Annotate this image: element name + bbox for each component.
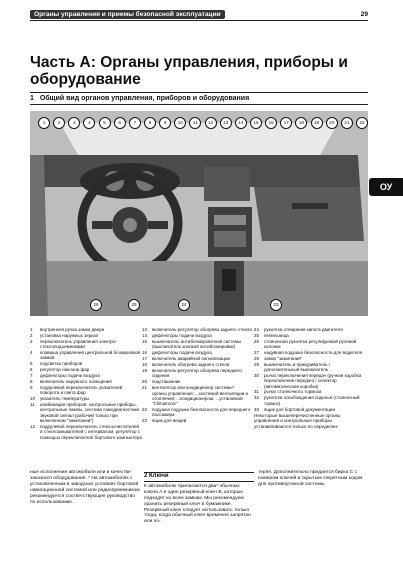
section-heading <box>30 92 368 105</box>
legend-item <box>142 379 254 384</box>
legend-item-text: ящик для вещей <box>152 418 187 424</box>
legend-item-text: органы управления: ...системой вентиляции и отопления; ...кондиционером; ...установкой "Climatronic" <box>152 390 249 407</box>
legend-item-number: 13 <box>142 327 148 332</box>
running-title: Органы управления и приемы безопасной эксплуатации <box>30 10 225 19</box>
callout-26: 26 <box>90 299 102 311</box>
legend-item-number: 23 <box>142 418 148 424</box>
bottom-col-3: теряя. Дополнительно придается бирка C с номером ключей и скрытым секретным кодом для противоугонной системы. <box>258 470 363 487</box>
callout-16: 16 <box>265 117 277 129</box>
legend-item <box>30 402 142 413</box>
legend-item <box>254 350 366 355</box>
bottom-text <box>30 470 368 525</box>
legend-item-text: подрулевой переключатель указателей поворота и света фар <box>40 384 123 396</box>
legend-item <box>254 373 366 389</box>
legend-item-text: дефлекторы подачи воздуха <box>152 349 212 355</box>
callout-17: 17 <box>280 117 292 129</box>
dashboard-illustration <box>30 111 368 316</box>
legend-item-text: выключатель и прикуриватель / дополнительный выключатель <box>264 361 330 373</box>
legend-item <box>30 339 142 350</box>
legend-item-text: стояночная рукоятка регулируемой рулевой колонки <box>264 338 357 350</box>
legend-item <box>30 327 142 332</box>
legend-item <box>30 379 142 384</box>
legend-item-text: включатель наружного освещения <box>40 378 112 384</box>
legend-column-1 <box>30 327 142 441</box>
legend-item-number: 3 <box>30 338 33 344</box>
legend-item-number: 32 <box>254 395 260 401</box>
legend-item-number <box>30 413 40 424</box>
legend-item-number: 10 <box>30 395 36 401</box>
legend-note: Некоторые вышеперечисленные органы управления и контрольные приборы устанавливаются только по определен- <box>254 412 341 429</box>
legend-item-number: 8 <box>30 378 33 384</box>
callout-10: 10 <box>174 117 186 129</box>
legend-item-text: включатель обогрева заднего стекла <box>152 361 230 367</box>
callout-9: 9 <box>159 117 171 129</box>
legend-item-text: вентилятор или кондиционер системы* <box>152 384 235 390</box>
legend-item <box>142 350 254 355</box>
bottom-col-1: ные исполнения автомобиля или в качестве заказного оборудования. * На автомобилях с установленным в заводских условиях бортовой навигационной системой или радиоприемником рекомендуется соответствующее руководство по использованию. <box>30 470 140 505</box>
legend-item-text: ящик для бортовой документации <box>264 406 335 412</box>
callout-5: 5 <box>99 117 111 129</box>
legend-item <box>30 396 142 401</box>
legend-column-2 <box>142 327 254 441</box>
callout-19: 19 <box>311 117 323 129</box>
chapter-title: Часть А: Органы управления, приборы и оборудование <box>30 54 348 88</box>
legend-item-number: 15 <box>142 338 148 344</box>
legend-item-number: 5 <box>30 361 33 367</box>
legend-item-text: звуковой сигнал (рабочий только при включенном "зажигании") <box>40 412 118 424</box>
legend-item-number: 17 <box>142 355 148 361</box>
side-tab: ОУ <box>369 178 403 196</box>
callout-2: 2 <box>53 117 65 129</box>
legend-item <box>30 361 142 366</box>
callout-20: 20 <box>326 117 338 129</box>
legend-item <box>254 362 366 373</box>
legend-item <box>30 373 142 378</box>
legend-item-number: 9 <box>30 384 33 390</box>
legend-item-number: 29 <box>254 361 260 367</box>
legend-item-text: выключатель антиблокировочной системы (выключатель кнопкой антиблокировки) <box>152 338 242 350</box>
legend-item-number: 21 <box>142 384 148 390</box>
legend-item <box>142 418 254 423</box>
legend-item-text: подушка подушки безопасности для переднего пассажира <box>152 407 251 418</box>
legend-item-text: замок "зажигания" <box>264 355 303 361</box>
legend-item-number: 27 <box>254 349 260 355</box>
legend-item <box>142 339 254 350</box>
legend-item <box>254 339 366 350</box>
page-number: 29 <box>360 10 368 18</box>
legend-item-text: рукоятка освобождения сиденья (стояночный тормоз) <box>264 395 360 406</box>
legend-item-text: подсветка приборов <box>40 361 83 367</box>
legend-item-text: внутренняя ручка замка двери <box>40 327 105 332</box>
callout-11: 11 <box>189 117 201 129</box>
legend-item-number: 20 <box>142 378 148 384</box>
legend-item-number: 4 <box>30 349 33 355</box>
callout-25: 25 <box>128 299 140 311</box>
legend-item <box>142 333 254 338</box>
legend-item <box>30 367 142 372</box>
legend-item-text: включатель-регулятор обогрева переднего сидения <box>152 367 242 378</box>
legend-item <box>254 407 366 412</box>
legend-item-number: 30 <box>254 372 260 378</box>
legend-item <box>30 350 142 361</box>
legend-item-number: 28 <box>254 355 260 361</box>
legend-item-number: 25 <box>254 332 260 338</box>
callout-8: 8 <box>144 117 156 129</box>
legend-item <box>30 424 142 440</box>
callout-6: 6 <box>114 117 126 129</box>
legend-item-text: регулятор наклона фар <box>40 367 90 373</box>
legend-item-number: 26 <box>254 338 260 344</box>
callout-18: 18 <box>295 117 307 129</box>
keys-text: К автомобилю прилагаются два* обычных ключа A и один резервный ключ B, которые подходят ко всем замкам. Мы рекомендуем хранить резервный ключ в бумажнике. Резервный ключ следует использовать только тогда, когда обычный ключ временно запрятан или по- <box>144 483 251 525</box>
legend-item-number: 22 <box>142 407 148 413</box>
legend-item <box>30 333 142 338</box>
legend-item-text: пепельница <box>264 332 289 338</box>
bottom-col-2 <box>144 470 254 525</box>
section-title: Общий вид органов управления, приборов и оборудования <box>39 95 250 102</box>
legend-columns <box>30 327 368 441</box>
section-number: 1 <box>30 95 34 102</box>
callout-7: 7 <box>129 117 141 129</box>
legend-item-text: дефлекторы подачи воздуха <box>40 372 100 378</box>
legend-item <box>142 385 254 390</box>
callout-15: 15 <box>250 117 262 129</box>
legend-item-text: указатель температуры <box>40 395 90 401</box>
legend-item-number: 19 <box>142 367 148 373</box>
legend-item-text: клавиша управления центральной блокировкой замков <box>40 349 140 361</box>
callout-3: 3 <box>68 117 80 129</box>
legend-item-number: 7 <box>30 372 33 378</box>
legend-item <box>254 333 366 338</box>
legend-item-text: рукоятка отпирания капота двигателя <box>264 327 343 332</box>
legend-column-3 <box>254 327 366 441</box>
legend-item-text: подрулевой переключатель стеклоочистителей и стеклоомывателей с интервалом, регулятор с помощью переключателя бортового компьютера <box>40 424 142 440</box>
legend-item-number: 11 <box>30 401 35 407</box>
callout-22: 22 <box>356 117 368 129</box>
legend-item <box>142 391 254 407</box>
legend-item-number: 16 <box>142 349 148 355</box>
legend-item-number: 6 <box>30 367 33 373</box>
legend-item <box>254 356 366 361</box>
legend-item-number: 14 <box>142 332 148 338</box>
figure-callouts-top <box>30 117 368 129</box>
callout-13: 13 <box>220 117 232 129</box>
legend-item <box>142 362 254 367</box>
legend-item-text: переключатель управления электро-стеклоподъемниками <box>40 338 117 350</box>
legend-item <box>30 385 142 396</box>
legend-item <box>142 407 254 418</box>
legend-item-number: 24 <box>254 327 260 332</box>
callout-24: 24 <box>178 299 190 311</box>
legend-item-number: 18 <box>142 361 148 367</box>
dashboard-photo <box>30 111 368 316</box>
callout-21: 21 <box>341 117 353 129</box>
legend-item-text: рычаг стояночного тормоза <box>264 389 322 395</box>
legend-item-number: 12 <box>30 424 36 430</box>
legend-item-number: 2 <box>30 332 33 338</box>
legend-item <box>254 327 366 332</box>
legend-item-text: подстаканник <box>152 378 181 384</box>
legend-item <box>30 413 142 424</box>
legend-item-number: 31 <box>254 389 260 395</box>
page-header <box>30 8 368 21</box>
legend-item-number: 33 <box>254 406 260 412</box>
keys-heading: 2 Ключи <box>144 472 254 482</box>
callout-4: 4 <box>83 117 95 129</box>
legend-item-text: включатель аварийной сигнализации <box>152 355 230 361</box>
legend-item-text: надувная подушка безопасности для водителя <box>264 349 363 355</box>
legend-item-text: дефлекторы подачи воздуха <box>152 332 212 338</box>
legend-item-text: установка наружных зеркал <box>40 332 99 338</box>
legend-item <box>254 389 366 394</box>
legend-item-text: комбинация приборов: контрольные приборы, контрольные лампы, система самодиагностики <box>40 401 140 413</box>
legend-item-number: 1 <box>30 327 33 332</box>
legend-item <box>142 368 254 379</box>
legend-item <box>142 327 254 332</box>
legend-item-text: рычаг переключения передач (ручная коробка переключения передач) / селектор (автоматическая коробка) <box>264 372 362 389</box>
callout-23: 23 <box>270 299 282 311</box>
callout-12: 12 <box>205 117 217 129</box>
legend-item-number <box>142 391 152 407</box>
legend-item <box>254 395 366 406</box>
legend-item-text: включатель-регулятор обогрева заднего стекла <box>152 327 252 332</box>
legend-item <box>142 356 254 361</box>
callout-1: 1 <box>38 117 50 129</box>
callout-14: 14 <box>235 117 247 129</box>
